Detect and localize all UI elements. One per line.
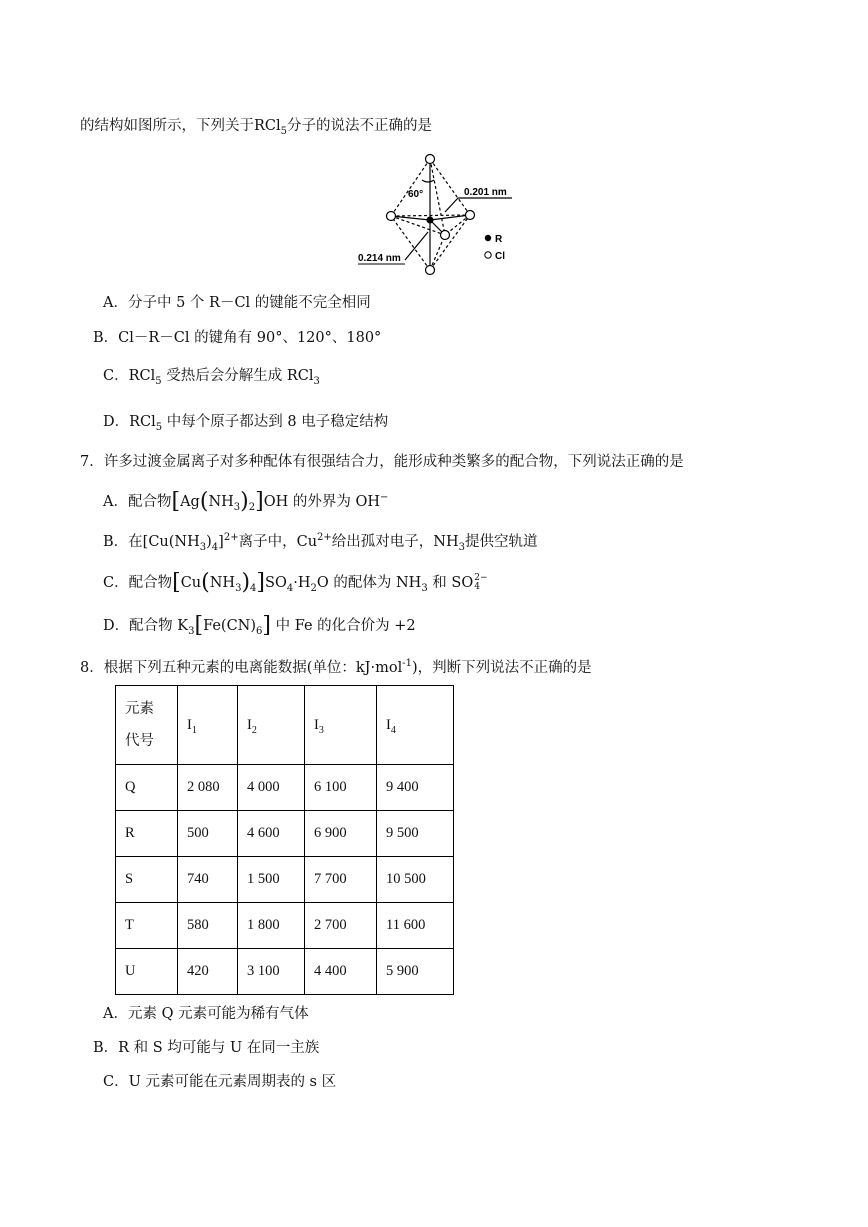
table-cell: 10 500 <box>377 857 454 903</box>
q6-option-c: C．RCl$_5$ 受热后会分解生成 RCl$_3$ <box>103 368 320 387</box>
table-row <box>116 903 454 949</box>
table-cell: Q <box>116 765 178 811</box>
ionization-table <box>115 685 454 995</box>
q6-option-b: B．Cl－R－Cl 的键角有 90°、120°、180° <box>93 330 382 346</box>
table-cell: 9 400 <box>377 765 454 811</box>
table-cell: 740 <box>178 857 238 903</box>
table-row <box>116 765 454 811</box>
table-cell: 4 400 <box>305 949 377 995</box>
q7-stem: 7．许多过渡金属离子对多种配体有很强结合力，能形成种类繁多的配合物，下列说法正确的是 <box>80 454 684 470</box>
legend-cl-dot <box>485 252 491 258</box>
q7-option-d: D．配合物 $K_3[Fe(CN)_6]$ 中 Fe 的化合价为 +2 <box>103 613 416 638</box>
table-row <box>116 811 454 857</box>
intro-formula-sub: 5 <box>280 125 288 137</box>
header-i4: $I_4$ <box>377 686 454 765</box>
legend-r-dot <box>485 235 491 241</box>
intro-post: 分子的说法不正确的是 <box>287 118 433 134</box>
table-cell: 500 <box>178 811 238 857</box>
header-i1: $I_1$ <box>178 686 238 765</box>
header-i2: $I_2$ <box>238 686 305 765</box>
table-cell: S <box>116 857 178 903</box>
q8-option-a: A．元素 Q 元素可能为稀有气体 <box>103 1006 309 1022</box>
table-cell: T <box>116 903 178 949</box>
table-cell: 1 500 <box>238 857 305 903</box>
header-element-code: 元素 代号 <box>116 686 178 765</box>
q6-option-a: A．分子中 5 个 R－Cl 的键能不完全相同 <box>103 295 371 311</box>
table-cell: 1 800 <box>238 903 305 949</box>
molecule-diagram <box>350 150 530 280</box>
table-cell: 11 600 <box>377 903 454 949</box>
table-cell: 3 100 <box>238 949 305 995</box>
table-cell: 580 <box>178 903 238 949</box>
header-i3: $I_3$ <box>305 686 377 765</box>
legend-r: R <box>495 234 503 245</box>
table-cell: 7 700 <box>305 857 377 903</box>
q7-option-c: C．配合物$[Cu(NH_3)_4]SO_4\cdot H_2O$ 的配体为 $NH_3$ 和 SO 2− 4 <box>103 570 488 595</box>
table-cell: 4 000 <box>238 765 305 811</box>
q8-option-b: B．R 和 S 均可能与 U 在同一主族 <box>93 1040 320 1056</box>
table-cell: 2 700 <box>305 903 377 949</box>
q8-stem: 8．根据下列五种元素的电离能数据(单位：kJ·mol$^{-1}$)，判断下列说法不正确的是 <box>80 658 592 676</box>
bond1-label: 0.201 nm <box>464 187 507 198</box>
intro-pre: 的结构如图所示，下列关于 <box>80 118 254 134</box>
q7-option-a: A．配合物$[Ag(NH_3)_2]OH$ 的外界为 OH− <box>103 489 389 514</box>
table-header-row <box>116 686 454 765</box>
table-row <box>116 857 454 903</box>
q8-option-c: C．U 元素可能在元素周期表的 s 区 <box>103 1074 337 1090</box>
table-cell: 6 900 <box>305 811 377 857</box>
intro-line <box>80 118 432 135</box>
table-row <box>116 949 454 995</box>
table-cell: U <box>116 949 178 995</box>
table-cell: 2 080 <box>178 765 238 811</box>
q7-option-b: B．在$[Cu(NH_3)_4]^{2+}$离子中，$Cu^{2+}$给出孤对电子，$NH_3$提供空轨道 <box>103 532 538 553</box>
table-cell: 9 500 <box>377 811 454 857</box>
table-cell: 6 100 <box>305 765 377 811</box>
q6-option-d: D．RCl$_5$ 中每个原子都达到 8 电子稳定结构 <box>103 414 389 433</box>
table-cell: 420 <box>178 949 238 995</box>
intro-formula: RCl <box>254 118 281 134</box>
angle-label: 60° <box>408 189 424 200</box>
legend-cl: Cl <box>495 251 505 262</box>
bond2-label: 0.214 nm <box>358 253 401 264</box>
table-cell: 4 600 <box>238 811 305 857</box>
table-cell: 5 900 <box>377 949 454 995</box>
table-cell: R <box>116 811 178 857</box>
